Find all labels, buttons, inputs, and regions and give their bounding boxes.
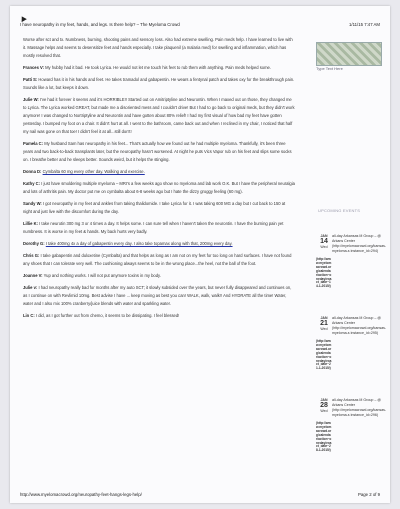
event-info[interactable]: all-day Arkansas M Group – @ Arkans Center (http://myelomacrowd.org/kansas-myeloma-s instance_id=295) <box>332 316 387 335</box>
event-date-link[interactable]: (http://www.myelomacrowd.org/calendar/action~oneday/exact_date~14-1-2015/) <box>316 257 332 289</box>
print-datetime: 1/11/15 7:47 AM <box>349 22 380 27</box>
comment: Pamela C: My husband Sam has neuropathy in his feet... That's actually how we found out he had multiple myeloma. Thankfully, it's been three years and two back-to-back transplants later, but the neuropathy hasn't worsened. At night he puts Vics Vapor rub on his feet and slips some socks on. I breathe better and he sleeps better. Sounds weird, but it helps the stinging. <box>23 141 292 162</box>
comment: Julie W: I've had it forever it seems and it's HORRIBLE!! Started out on Amitriptyline and Neurontin. When I maxed out on those, they changed me to Lyrica. The Lyrica worked GREAT, but made me a disoriented mess and I couldn't drive! But I had to go back to original meds, but they didn't work anymore! I was changed to Nortriptyline and Neurontin and have gotten about 80% relief! I had my first visual of how bad my feet have gotten yesterday. I bumped my foot on a chair. It didn't hurt at all. I went to the bathroom, came back out and when I reclined in my chair, I noticed that half my nail was gone on that toe! I didn't feel it at all...still don't! <box>23 97 295 134</box>
sidebar-image-caption: Type Text Here <box>316 66 343 71</box>
event-date: JAN 21 Wed <box>320 316 328 331</box>
page-title: I have neuropathy in my feet, hands, and legs. Is there help? – The Myeloma Crowd <box>20 22 180 27</box>
comment: Worse after sct and tx. Numbness, burning, shooting pains and sensory loss. Also had extreme swelling. Pain meds help. I have learned to live with it. Massage helps and seems to desensitize feet and hands especially. I take plaquenil (a malaria med) for swelling and inflammation, which has mostly resolved that. <box>23 37 293 58</box>
event-item[interactable] <box>316 316 387 394</box>
comment: Sandy W: I got neuropathy in my feet and ankles from taking thalidomide. I take Lyrica for it. I was taking 600 MG a day but I cut back to 150 at night and just live with the discomfort during the day. <box>23 201 286 214</box>
event-item[interactable] <box>316 398 387 476</box>
event-date-link[interactable]: (http://www.myelomacrowd.org/calendar/action~oneday/exact_date~21-1-2015/) <box>316 339 332 371</box>
comments-body <box>23 36 295 324</box>
event-item[interactable] <box>316 234 387 312</box>
comment: Chris G: I take gabapentin and duloxetine (Cymbalta) and that helps as long as I am not on my feet for too long on hard surfaces. I have not found any shoes that I can tolerate very well. The cushioning always seems to be in the wrong place...the heel, not the ball of the foot. <box>23 253 292 266</box>
comment: Julie v: I had neuropathy really bad for months after my auto SCT; it slowly subsided over the years, but never fully disappeared and continues on, as I continue on with Revlimid 10mg. Best advise I have ... keep moving as best you can! WALK, walk, walk!! And HYDRATE all the time! Water, water and I also mix 100% cranberry/juice blends with water and sparkling water. <box>23 285 292 306</box>
comment: Lin C: I did, as I got further out from chemo, it seems to be dissipating. I feel blessed! <box>23 313 180 318</box>
comment: Joanne V: Yup and nothing works. I will not put anymore toxins in my body. <box>23 273 161 278</box>
comment: Donna D: Cymbalta 60 mg every other day. Walking and exercise. <box>23 169 145 174</box>
event-date: JAN 14 Wed <box>320 234 328 249</box>
comment: Patti S: Howard has it in his hands and feet. He takes tramadol and gabapentin. He wears a fentynal patch and takes oxy for the breakthrough pain. Sounds like a lot, but keeps it down. <box>23 77 295 90</box>
document-page <box>10 6 390 503</box>
comment: Frances V: My hubby had it bad. He took Lyrica. He would not let me touch his feet to rub them with anything. Pain meds helped some. <box>23 65 271 70</box>
comment: Kathy C: I just have smoldering multiple myeloma – MRI's a few weeks ago show no myeloma and lab work O.K. But I have the peripheral neuralgia and lots of arthritis pain. My doctor put me on cymbalta about 6-8 weeks ago but I hate the dizzy groggy feeling (60 mg). <box>23 181 295 194</box>
comment: Dorothy G: I take 400mg 4x a day of gabapentin every day. I also take topamax along with that, 200mg every day. <box>23 241 233 246</box>
comment: Lillie K: I take neurotin 300 mg 3 or 4 times a day. It helps some. I can sure tell when I haven't taken the neurontin. I have the burning pain yet numbness. It is worse in my feet & hands. My back hurts very badly. <box>23 221 284 234</box>
upcoming-events-heading: UPCOMING EVENTS <box>318 208 361 213</box>
event-date: JAN 28 Wed <box>320 398 328 413</box>
event-info[interactable]: all-day Arkansas M Group – @ Arkans Center (http://myelomacrowd.org/kansas-myeloma-s instance_id=296) <box>332 398 387 417</box>
page-number: Page 2 of 9 <box>358 492 380 497</box>
page-url: http://www.myelomacrowd.org/neuropathy-feet-hangs-legs-help/ <box>20 492 142 497</box>
event-info[interactable]: all-day Arkansas M Group – @ Arkans Center (http://myelomacrowd.org/kansas-myeloma-s instance_id=294) <box>332 234 387 253</box>
event-date-link[interactable]: (http://www.myelomacrowd.org/calendar/action~oneday/exact_date~28-1-2015/) <box>316 421 332 453</box>
sidebar-image <box>316 42 382 66</box>
